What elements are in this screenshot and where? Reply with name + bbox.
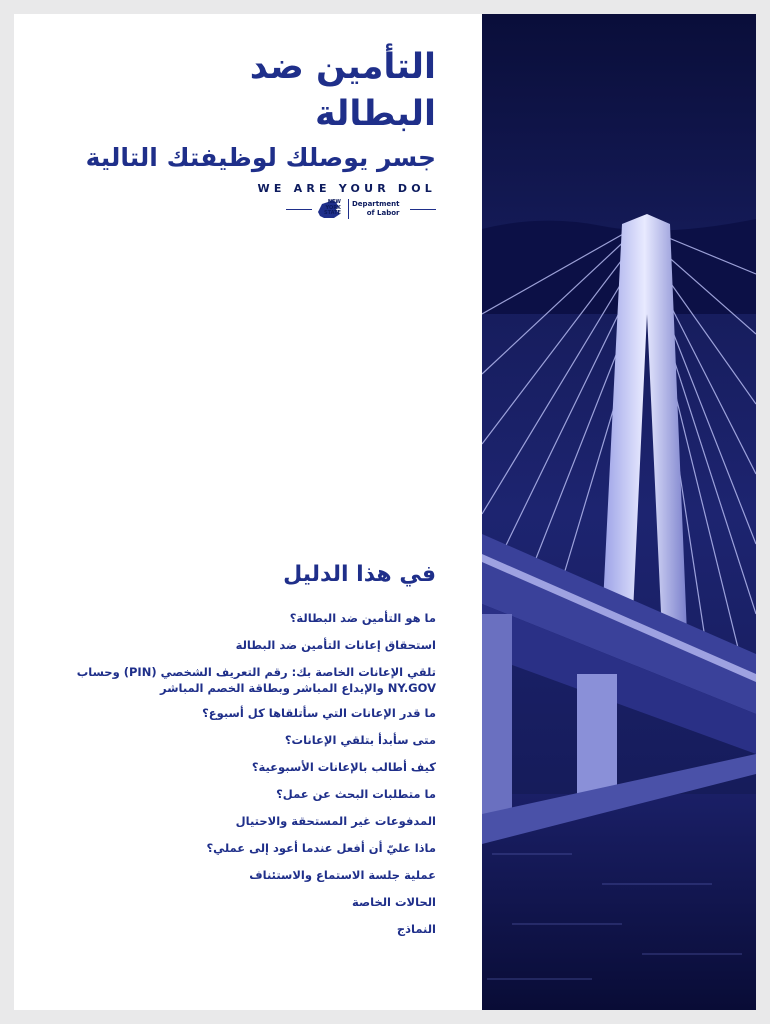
toc-item[interactable]: استحقاق إعانات التأمين ضد البطالة	[235, 638, 436, 652]
bridge-photo-illustration	[482, 14, 756, 1010]
toc-item[interactable]: الحالات الخاصة	[352, 895, 436, 909]
toc-item[interactable]: ماذا عليّ أن أفعل عندما أعود إلى عملي؟	[206, 841, 436, 855]
toc-item[interactable]: كيف أطالب بالإعانات الأسبوعية؟	[251, 760, 436, 774]
toc-item[interactable]: تلقي الإعانات الخاصة بك: رقم التعريف الشخصي (PIN) وحساب NY.GOV والإيداع المباشر وبطاقة الخصم المباشر	[76, 665, 436, 695]
toc-item[interactable]: عملية جلسة الاستماع والاستئناف	[249, 868, 436, 882]
toc-item[interactable]: النماذج	[396, 922, 436, 936]
logo-divider	[348, 199, 349, 219]
title-line-1: التأمين ضد	[249, 47, 436, 87]
bridge-photo	[482, 14, 756, 1010]
divider	[286, 209, 312, 210]
toc-item[interactable]: ما قدر الإعانات التي سأتلقاها كل أسبوع؟	[202, 706, 436, 720]
toc-item[interactable]: ما هو التأمين ضد البطالة؟	[289, 611, 436, 625]
page-title	[74, 44, 436, 138]
tagline: WE ARE YOUR DOL	[257, 182, 436, 195]
toc-item[interactable]: ما متطلبات البحث عن عمل؟	[276, 787, 436, 801]
page-subtitle: جسر يوصلك لوظيفتك التالية	[85, 143, 436, 172]
dept-of-labor-text: Department of Labor	[352, 200, 400, 217]
toc-item[interactable]: متى سأبدأ بتلقي الإعانات؟	[284, 733, 436, 747]
ny-state-text: NEW YORK STATE	[324, 199, 341, 216]
title-line-2: البطالة	[314, 94, 436, 134]
toc-heading: في هذا الدليل	[283, 562, 436, 587]
dol-logo	[286, 198, 436, 222]
divider	[410, 209, 436, 210]
table-of-contents	[74, 610, 436, 948]
toc-item[interactable]: المدفوعات غير المستحقة والاحتيال	[235, 814, 436, 828]
cover-page	[14, 14, 756, 1010]
